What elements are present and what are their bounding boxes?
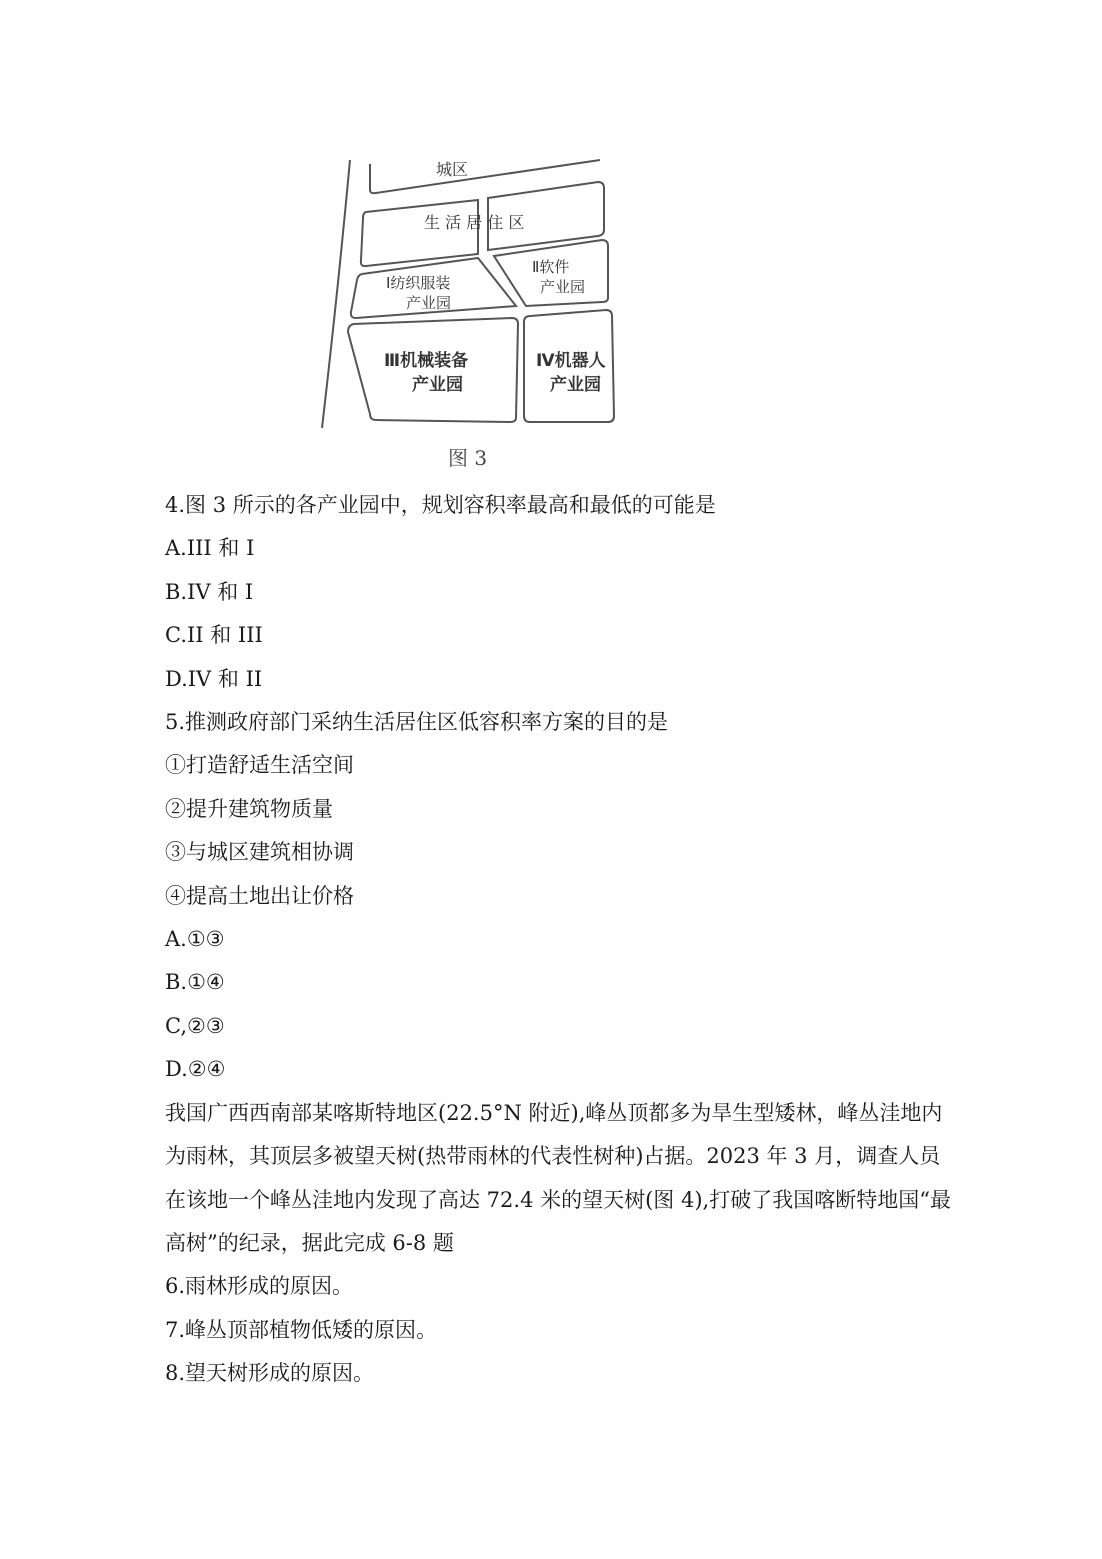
q5-statement-3: ③与城区建筑相协调 xyxy=(165,840,354,865)
q5-statement-1: ①打造舒适生活空间 xyxy=(165,753,354,778)
zone-1-label-line2: 产业园 xyxy=(406,294,452,312)
q5-statement-4: ④提高土地出让价格 xyxy=(165,883,354,908)
zone-4-label-line1: Ⅳ机器人 xyxy=(536,351,606,371)
q4-option-d: D.IV 和 II xyxy=(165,666,263,691)
zoning-map-drawing xyxy=(310,150,650,430)
passage-paragraph: 我国广西西南部某喀斯特地区(22.5°N 附近),峰丛顶都多为旱生型矮林，峰丛洼地内为雨林，其顶层多被望天树(热带雨林的代表性树种)占据。2023 年 3 月，调查人员在该地一个峰丛洼地内发现了高达 72.4 米的望天树(图 4),打破了我国喀断特地国“最高树”的纪录，据此完成 6-8 题 xyxy=(165,1100,951,1255)
q4-option-a: A.III 和 I xyxy=(165,536,255,561)
zone-4-label-line2: 产业园 xyxy=(550,375,601,395)
q5-option-c: C,②③ xyxy=(165,1013,225,1038)
question-content xyxy=(165,484,955,1396)
figure-caption: 图 3 xyxy=(448,446,488,470)
zone-3-label-line1: Ⅲ机械装备 xyxy=(384,351,469,371)
zone-2-label-line2: 产业园 xyxy=(540,278,586,296)
zone-2-label-line1: Ⅱ软件 xyxy=(532,258,570,276)
question-8: 8.望天树形成的原因。 xyxy=(165,1361,375,1386)
city-boundary xyxy=(370,160,600,193)
question-6: 6.雨林形成的原因。 xyxy=(165,1274,354,1299)
question-7: 7.峰丛顶部植物低矮的原因。 xyxy=(165,1317,438,1342)
q5-statement-2: ②提升建筑物质量 xyxy=(165,796,333,821)
q4-option-c: C.II 和 III xyxy=(165,623,263,648)
q5-stem: 5.推测政府部门采纳生活居住区低容积率方案的目的是 xyxy=(165,710,669,735)
zone-3-label-line2: 产业园 xyxy=(412,375,463,395)
zone-1-label-line1: Ⅰ纺织服装 xyxy=(386,274,451,292)
residential-block-left xyxy=(361,200,478,266)
city-label: 城区 xyxy=(436,160,469,179)
zoning-map xyxy=(310,150,650,430)
q5-option-b: B.①④ xyxy=(165,970,225,995)
residential-label: 生 活 居 住 区 xyxy=(424,213,525,232)
road-line xyxy=(322,160,350,428)
q4-option-b: B.IV 和 I xyxy=(165,579,254,604)
q5-option-d: D.②④ xyxy=(165,1057,226,1082)
q5-option-a: A.①③ xyxy=(165,927,225,952)
q4-stem: 4.图 3 所示的各产业园中，规划容积率最高和最低的可能是 xyxy=(165,493,716,517)
